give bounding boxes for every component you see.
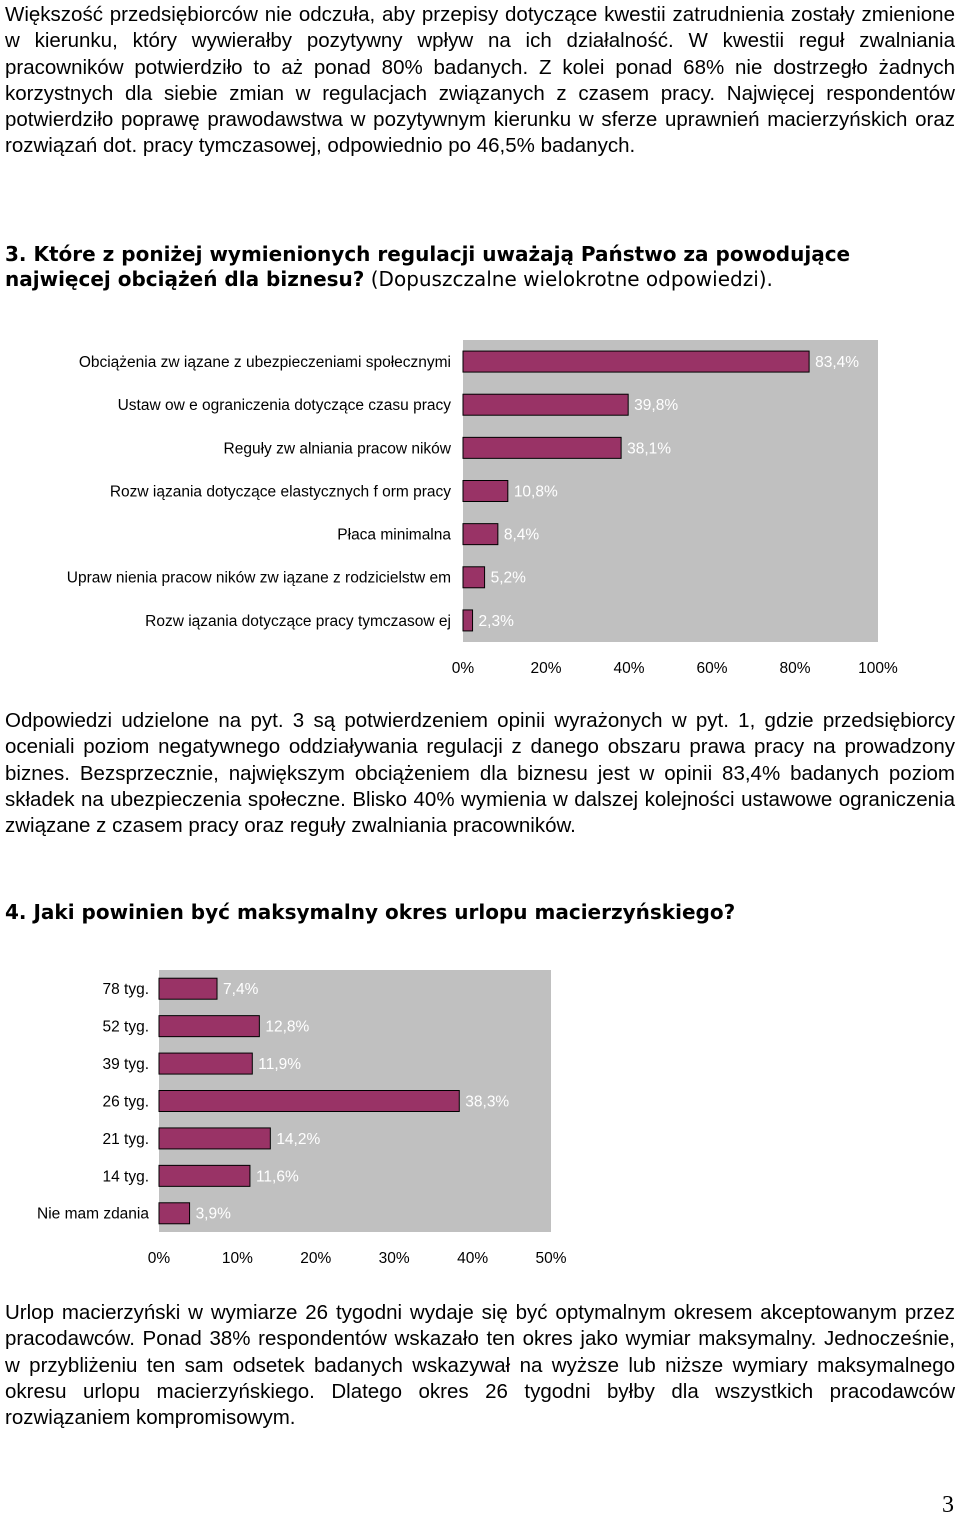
question-3-note: (Dopuszczalne wielokrotne odpowiedzi). [364,267,773,291]
bar [159,1203,190,1224]
page-number: 3 [942,1492,954,1518]
category-label: Reguły zw alniania pracow ników [223,440,451,458]
bar [159,1016,259,1037]
category-label: Ustaw ow e ograniczenia dotyczące czasu pracy [117,397,451,415]
bar [463,437,621,458]
x-tick-label: 20% [530,660,562,677]
bar [463,567,485,588]
bar [463,610,473,631]
bar [463,481,508,502]
bar [159,1091,459,1112]
bar [463,394,628,415]
category-label: Upraw nienia pracow ników zw iązane z rodzicielstw em [66,569,451,587]
data-label: 2,3% [478,612,514,630]
data-label: 38,1% [627,440,672,458]
x-tick-label: 50% [535,1250,567,1267]
data-label: 3,9% [195,1205,231,1223]
x-tick-label: 80% [779,660,811,677]
data-label: 11,6% [255,1168,299,1186]
category-label: 39 tyg. [102,1055,149,1073]
x-tick-label: 30% [378,1250,410,1267]
intro-paragraph: Większość przedsiębiorców nie odczuła, aby przepisy dotyczące kwestii zatrudnienia zostały zmienione w kierunku, który wywierałby pozytywny wpływ na ich działalność. W kwestii reguł zwalniania pracowników potwierdziło to aż ponad 80% badanych. Z kolei ponad 68% nie dostrzegło żadnych korzystnych dla siebie zmian w regulacjach związanych z czasem pracy. Najwięcej respondentów potwierdziło poprawę prawodawstwa w pozytywnym kierunku w sferze uprawnień macierzyńskich oraz rozwiązań dot. pracy tymczasowej, odpowiednio po 46,5% badanych. [5,3,955,158]
data-label: 5,2% [490,569,526,587]
data-label: 38,3% [465,1093,510,1111]
x-tick-label: 10% [221,1250,253,1267]
chart-svg [0,340,960,680]
data-label: 12,8% [265,1018,310,1036]
category-label: 21 tyg. [102,1130,149,1148]
data-label: 11,9% [258,1055,302,1073]
x-tick-label: 100% [858,660,898,677]
category-label: Obciążenia zw iązane z ubezpieczeniami społecznymi [78,353,451,371]
category-label: Płaca minimalna [337,526,451,544]
data-label: 10,8% [513,483,558,501]
bar [159,1053,252,1074]
data-label: 14,2% [276,1130,321,1148]
category-label: Rozw iązania dotyczące elastycznych f orm pracy [109,483,451,501]
data-label: 83,4% [815,353,860,371]
burden-regulations-chart [0,340,960,680]
x-tick-label: 40% [613,660,645,677]
x-tick-label: 20% [300,1250,332,1267]
maternity-leave-chart [0,970,960,1270]
x-tick-label: 0% [147,1250,171,1267]
question-3-heading [5,242,960,292]
category-label: 78 tyg. [102,981,149,999]
bar [463,524,498,545]
question-4-text: 4. Jaki powinien być maksymalny okres urlopu macierzyńskiego? [5,900,736,924]
data-label: 39,8% [634,397,679,415]
category-label: Rozw iązania dotyczące pracy tymczasow ej [145,612,451,630]
category-label: Nie mam zdania [37,1205,149,1223]
x-tick-label: 0% [451,660,475,677]
bar [159,978,217,999]
answer-3-paragraph: Odpowiedzi udzielone na pyt. 3 są potwierdzeniem opinii wyrażonych w pyt. 1, gdzie przedsiębiorcy oceniali poziom negatywnego oddziaływania regulacji z danego obszaru prawa pracy na prowadzony biznes. Bezsprzecznie, największym obciążeniem dla biznesu jest w opinii 83,4% badanych poziom składek na ubezpieczenia społeczne. Blisko 40% wymienia w dalszej kolejności ustawowe ograniczenia związane z czasem pracy oraz reguły zwalniania pracowników. [5,709,955,838]
category-label: 26 tyg. [102,1093,149,1111]
category-label: 52 tyg. [102,1018,149,1036]
x-tick-label: 40% [457,1250,489,1267]
x-tick-label: 60% [696,660,728,677]
question-3-text: 3. Które z poniżej wymienionych regulacji uważają Państwo za powodujące najwięcej obciążeń dla biznesu? [5,242,851,291]
bar [159,1128,270,1149]
chart-svg [0,970,960,1270]
data-label: 7,4% [223,981,259,999]
bar [159,1165,250,1186]
bar [463,351,809,372]
answer-4-paragraph: Urlop macierzyński w wymiarze 26 tygodni wydaje się być optymalnym okresem akceptowanym przez pracodawców. Ponad 38% respondentów wskazało ten okres jako wymiar maksymalny. Jednocześnie, w przybliżeniu ten sam odsetek badanych wskazywał na wyższe lub niższe wymiary maksymalnego okresu urlopu macierzyńskiego. Dlatego okres 26 tygodni byłby dla wszystkich pracodawców rozwiązaniem kompromisowym. [5,1301,955,1430]
data-label: 8,4% [503,526,540,544]
question-4-heading [5,900,960,925]
category-label: 14 tyg. [102,1168,149,1186]
